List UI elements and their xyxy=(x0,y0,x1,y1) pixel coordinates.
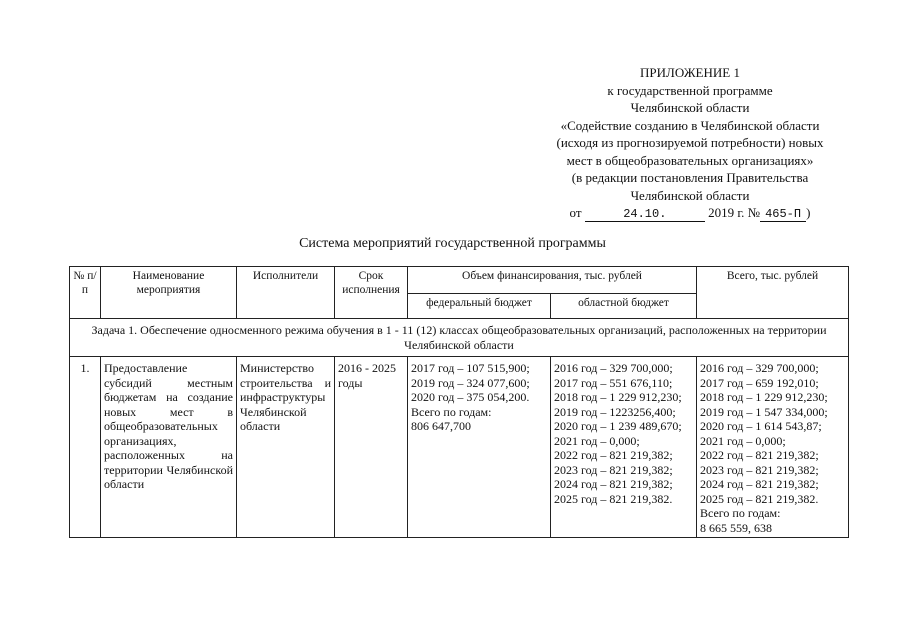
header-regional: областной бюджет xyxy=(551,294,697,319)
list-item: 2019 год – 1 547 334,000; xyxy=(700,404,828,419)
list-item: 2022 год – 821 219,382; xyxy=(700,448,819,462)
header-line: мест в общеобразовательных организациях» xyxy=(566,152,814,168)
year-text: 2019 г. № xyxy=(708,205,761,220)
list-item: 2024 год – 821 219,382; xyxy=(700,477,819,491)
header-line: к государственной программе xyxy=(607,82,773,98)
list-item: 2024 год – 821 219,382; xyxy=(554,477,673,491)
list-item: 8 665 559, 638 xyxy=(700,520,772,535)
list-item: 2020 год – 375 054,200. xyxy=(411,390,530,404)
close-paren: ) xyxy=(806,205,811,220)
row-term: 2016 - 2025 годы xyxy=(335,357,408,538)
row-num: 1. xyxy=(70,357,101,538)
row-total xyxy=(697,357,849,538)
header-line: Челябинской области xyxy=(630,187,750,203)
list-item: 2020 год – 1 239 489,670; xyxy=(554,419,682,433)
list-item: 2025 год – 821 219,382. xyxy=(554,491,673,506)
list-item: 2016 год – 329 700,000; xyxy=(554,361,673,375)
header-executors: Исполнители xyxy=(237,267,335,319)
list-item: Всего по годам: xyxy=(411,404,492,419)
resolution-date-line xyxy=(520,204,860,222)
table-row xyxy=(70,357,849,538)
list-item: 2017 год – 551 676,110; xyxy=(554,375,673,390)
list-item: 2020 год – 1 614 543,87; xyxy=(700,419,822,433)
program-table xyxy=(69,266,849,538)
list-item: 2017 год – 659 192,010; xyxy=(700,375,819,390)
header-line: Челябинской области xyxy=(630,100,750,115)
task-row: Задача 1. Обеспечение односменного режима обучения в 1 - 11 (12) классах общеобразовательных организаций, расположенных на территории Челябинской области xyxy=(70,319,849,357)
list-item: 2017 год – 107 515,900; xyxy=(411,361,530,375)
header-federal: федеральный бюджет xyxy=(408,294,551,319)
row-name: Предоставление субсидий местным бюджетам на создание новых мест в общеобразовательных организациях, расположенных на территории Челябинской области xyxy=(101,357,237,538)
list-item: 2025 год – 821 219,382. xyxy=(700,491,819,506)
header-term: Срок исполнения xyxy=(335,267,408,319)
list-item: 2018 год – 1 229 912,230; xyxy=(700,390,828,404)
header-line: «Содействие созданию в Челябинской области xyxy=(560,117,820,133)
list-item: 806 647,700 xyxy=(411,419,471,433)
appendix-header xyxy=(520,64,860,222)
list-item: 2021 год – 0,000; xyxy=(554,433,640,448)
date-prefix: от xyxy=(569,205,582,220)
header-total: Всего, тыс. рублей xyxy=(697,267,849,319)
list-item: 2019 год – 324 077,600; xyxy=(411,375,530,390)
header-num: № п/п xyxy=(70,267,101,319)
header-name: Наименование мероприятия xyxy=(101,267,237,319)
list-item: 2018 год – 1 229 912,230; xyxy=(554,390,682,404)
row-federal xyxy=(408,357,551,538)
list-item: 2023 год – 821 219,382; xyxy=(554,462,673,477)
header-line: (в редакции постановления Правительства xyxy=(571,170,809,185)
row-executors: Министерство строительства и инфраструктуры Челябинской области xyxy=(237,357,335,538)
row-regional xyxy=(551,357,697,538)
resolution-number: 465-П xyxy=(760,207,806,222)
resolution-date: 24.10. xyxy=(585,207,705,222)
header-line: (исходя из прогнозируемой потребности) новых xyxy=(556,135,824,150)
list-item: 2019 год – 1223256,400; xyxy=(554,404,676,419)
header-funding: Объем финансирования, тыс. рублей xyxy=(408,267,697,294)
list-item: Всего по годам: xyxy=(700,506,781,520)
list-item: 2021 год – 0,000; xyxy=(700,433,786,448)
list-item: 2016 год – 329 700,000; xyxy=(700,361,819,375)
list-item: 2023 год – 821 219,382; xyxy=(700,462,819,477)
appendix-title: ПРИЛОЖЕНИЕ 1 xyxy=(640,65,740,80)
document-title: Система мероприятий государственной программы xyxy=(299,236,606,251)
list-item: 2022 год – 821 219,382; xyxy=(554,448,673,462)
